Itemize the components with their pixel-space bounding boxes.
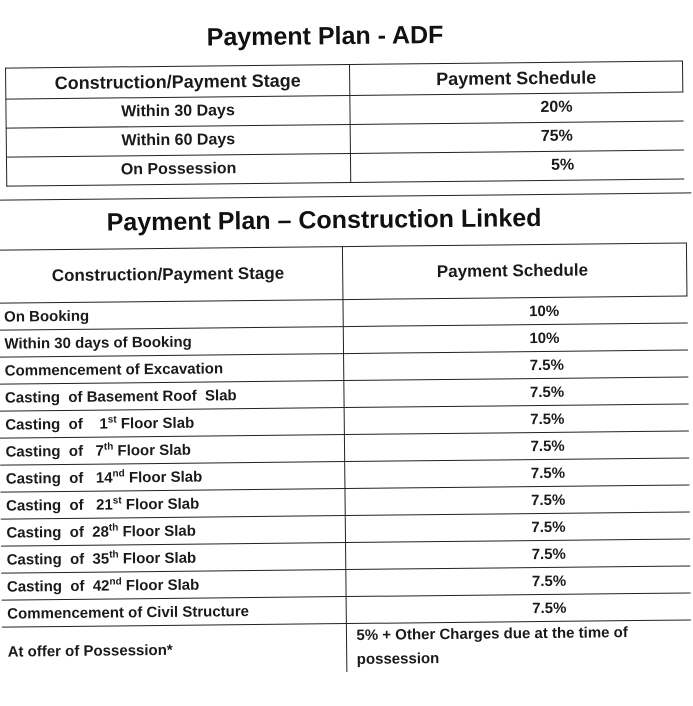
schedule-cell: 7.5% bbox=[344, 404, 689, 435]
stage-cell: On Booking bbox=[0, 300, 343, 331]
adf-header-schedule: Payment Schedule bbox=[350, 61, 683, 95]
schedule-cell: 7.5% bbox=[345, 512, 690, 543]
section-divider bbox=[0, 192, 691, 200]
schedule-cell: 7.5% bbox=[345, 566, 690, 597]
stage-text: Casting of 7 bbox=[5, 442, 104, 461]
schedule-cell: 7.5% bbox=[343, 377, 688, 408]
stage-cell: At offer of Possession* bbox=[1, 624, 346, 676]
schedule-cell: 75% bbox=[350, 121, 683, 153]
stage-cell bbox=[1, 570, 346, 601]
stage-cell: Within 30 Days bbox=[6, 95, 350, 128]
schedule-cell: 5% bbox=[350, 150, 683, 182]
schedule-cell: 7.5% bbox=[345, 539, 690, 570]
stage-cell bbox=[0, 489, 345, 520]
stage-cell: Commencement of Excavation bbox=[0, 354, 343, 385]
ordinal-suffix: st bbox=[112, 495, 122, 507]
stage-text: Floor Slab bbox=[121, 495, 200, 514]
stage-text: Casting of 42 bbox=[6, 577, 110, 596]
schedule-cell: 20% bbox=[350, 92, 683, 124]
adf-payment-table bbox=[5, 60, 684, 186]
construction-linked-plan-title: Payment Plan – Construction Linked bbox=[106, 203, 542, 237]
stage-text: Floor Slab bbox=[121, 576, 200, 595]
table-row bbox=[6, 150, 683, 186]
ordinal-suffix: st bbox=[107, 414, 117, 426]
stage-text: Floor Slab bbox=[116, 414, 195, 433]
stage-cell: Within 30 days of Booking bbox=[0, 327, 343, 358]
schedule-cell: 10% bbox=[342, 296, 687, 327]
clp-header-schedule: Payment Schedule bbox=[342, 243, 687, 300]
schedule-cell: 10% bbox=[343, 323, 688, 354]
ordinal-suffix: th bbox=[109, 549, 119, 561]
stage-cell bbox=[0, 516, 345, 547]
schedule-cell: 7.5% bbox=[344, 458, 689, 489]
stage-text: Floor Slab bbox=[118, 522, 196, 541]
stage-text: Casting of 14 bbox=[5, 469, 113, 488]
stage-cell bbox=[1, 543, 346, 574]
table-row bbox=[1, 620, 690, 676]
stage-cell: On Possession bbox=[6, 153, 350, 186]
adf-plan-title: Payment Plan - ADF bbox=[206, 21, 444, 52]
ordinal-suffix: th bbox=[108, 522, 119, 534]
stage-text: Casting of 21 bbox=[6, 496, 113, 515]
stage-cell bbox=[0, 408, 344, 439]
clp-header-row bbox=[0, 243, 687, 303]
ordinal-suffix: nd bbox=[112, 468, 125, 480]
stage-text: Floor Slab bbox=[118, 549, 197, 568]
schedule-cell: 7.5% bbox=[346, 593, 691, 624]
adf-header-stage: Construction/Payment Stage bbox=[6, 64, 350, 99]
schedule-cell: 5% + Other Charges due at the time of possession bbox=[346, 620, 691, 672]
stage-cell: Casting of Basement Roof Slab bbox=[0, 381, 344, 412]
construction-linked-payment-table bbox=[0, 242, 691, 675]
stage-cell: Within 60 Days bbox=[6, 124, 350, 157]
stage-cell: Commencement of Civil Structure bbox=[1, 597, 346, 628]
stage-text: Floor Slab bbox=[113, 441, 191, 460]
stage-text: Casting of 1 bbox=[5, 415, 108, 434]
stage-cell bbox=[0, 435, 344, 466]
schedule-cell: 7.5% bbox=[343, 350, 688, 381]
ordinal-suffix: nd bbox=[109, 576, 122, 588]
schedule-cell: 7.5% bbox=[344, 485, 689, 516]
stage-text: Casting of 28 bbox=[6, 523, 110, 542]
ordinal-suffix: th bbox=[103, 441, 114, 453]
clp-header-stage: Construction/Payment Stage bbox=[0, 247, 342, 304]
stage-text: Casting of 35 bbox=[6, 550, 110, 569]
schedule-cell: 7.5% bbox=[344, 431, 689, 462]
stage-text: Floor Slab bbox=[124, 468, 203, 487]
stage-cell bbox=[0, 462, 344, 493]
